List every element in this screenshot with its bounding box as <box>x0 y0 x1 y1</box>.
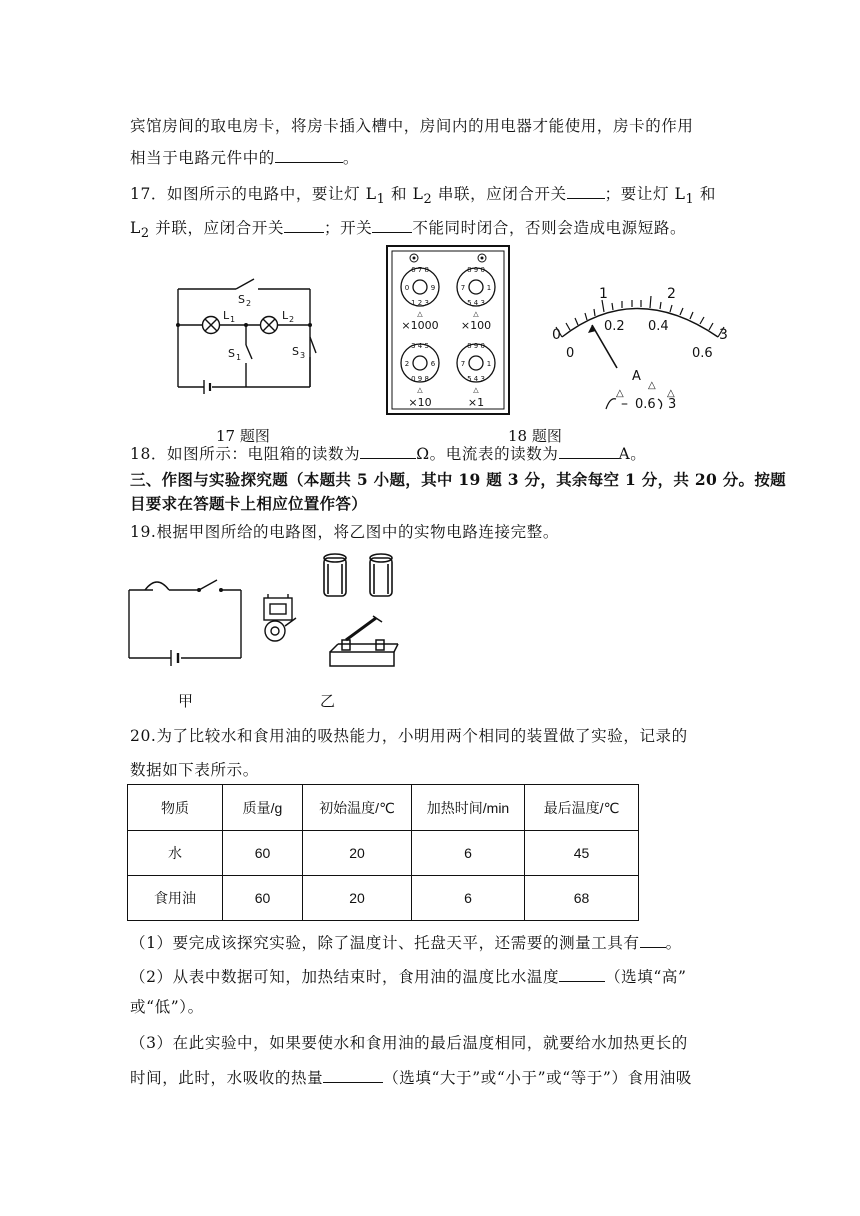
table-header-row <box>128 785 639 831</box>
outer-tick-1: 1 <box>599 286 608 302</box>
multiplier-100: ×100 <box>460 319 492 332</box>
svg-text:8 9 0: 8 9 0 <box>467 266 485 274</box>
part-2-line-2: 或“低”）。 <box>130 998 204 1016</box>
text-line-1: 宾馆房间的取电房卡，将房卡插入槽中，房间内的用电器才能使用，房卡的作用 <box>130 117 694 135</box>
multiplier-10: ×10 <box>408 396 432 409</box>
answer-blank[interactable] <box>559 967 605 982</box>
table-header-cell: 最后温度/℃ <box>525 785 639 831</box>
answer-blank[interactable] <box>275 148 343 163</box>
answer-blank[interactable] <box>323 1068 383 1083</box>
svg-text:△: △ <box>417 386 423 394</box>
text-line-2: 相当于电路元件中的 。 <box>130 149 360 167</box>
svg-text:2: 2 <box>289 315 295 324</box>
table-cell: 6 <box>412 876 525 921</box>
table-cell: 食用油 <box>128 876 223 921</box>
part-2-line-1: （2）从表中数据可知，加热结束时，食用油的温度比水温度 （选填“高” <box>130 968 687 986</box>
figure-19-physical-components <box>258 548 408 678</box>
inner-tick-0.6: 0.6 <box>692 346 713 361</box>
ammeter-scale-ticks <box>556 296 724 337</box>
terminal-negative[interactable]: – <box>621 396 628 412</box>
inner-tick-0.2: 0.2 <box>604 319 625 334</box>
table-cell: 45 <box>525 831 639 876</box>
svg-text:9: 9 <box>430 284 436 292</box>
svg-text:7: 7 <box>460 284 466 292</box>
table-header-cell: 质量/g <box>223 785 303 831</box>
table-cell: 水 <box>128 831 223 876</box>
data-table <box>127 784 639 921</box>
figure-19-label-jia: 甲 <box>178 692 194 710</box>
svg-text:1: 1 <box>230 315 236 324</box>
outer-tick-0: 0 <box>552 327 561 343</box>
label-l2: L <box>282 309 289 322</box>
svg-text:△: △ <box>648 380 656 391</box>
multiplier-1: ×1 <box>467 396 485 409</box>
battery-right <box>370 554 392 596</box>
table-cell: 20 <box>303 876 412 921</box>
figure-18-ammeter <box>540 285 740 415</box>
part-1: （1）要完成该探究实验，除了温度计、托盘天平，还需要的测量工具有 。 <box>130 934 682 952</box>
table-cell: 6 <box>412 831 525 876</box>
figure-17-caption: 17 题图 <box>216 427 270 445</box>
battery-left <box>324 554 346 596</box>
svg-text:8 9 0: 8 9 0 <box>467 342 485 350</box>
svg-text:0 9 8: 0 9 8 <box>411 375 429 383</box>
table-header-cell: 物质 <box>128 785 223 831</box>
figure-17-circuit <box>170 275 320 400</box>
bell-device <box>264 594 296 641</box>
svg-text:1: 1 <box>486 284 492 292</box>
svg-text:5 4 3: 5 4 3 <box>467 299 485 307</box>
part-3-line-2: 时间，此时，水吸收的热量 （选填“大于”或“小于”或“等于”）食用油吸 <box>130 1069 692 1087</box>
table-cell: 20 <box>303 831 412 876</box>
answer-blank[interactable] <box>360 444 416 459</box>
dial-x1000[interactable] <box>401 266 439 307</box>
section-3-heading-line-1: 三、作图与实验探究题（本题共 5 小题，其中 19 题 3 分，其余每空 1 分，共 20 分。按题 <box>130 470 786 489</box>
answer-blank[interactable] <box>372 218 412 233</box>
knife-switch <box>330 616 398 666</box>
table-header-cell: 加热时间/min <box>412 785 525 831</box>
question-20-line-1: 20.为了比较水和食用油的吸热能力，小明用两个相同的装置做了实验，记录的 <box>130 727 688 745</box>
section-3-heading-line-2: 目要求在答题卡上相应位置作答） <box>130 494 368 513</box>
svg-text:6 7 8: 6 7 8 <box>411 266 429 274</box>
question-17-line-1: 17．如图所示的电路中，要让灯 $L_1$ 和 $L_2$ 串联，应闭合开关 ；要让灯 $L_1$ 和 <box>130 185 716 208</box>
inner-tick-0.4: 0.4 <box>648 319 669 334</box>
svg-text:1 2 3: 1 2 3 <box>411 299 429 307</box>
svg-text:△: △ <box>667 388 675 399</box>
multiplier-1000: ×1000 <box>401 319 439 332</box>
inner-tick-0: 0 <box>566 346 575 361</box>
figure-18-resistance-box <box>386 245 510 415</box>
part-3-line-1: （3）在此实验中，如果要使水和食用油的最后温度相同，就要给水加热更长的 <box>130 1034 688 1052</box>
dial-x100[interactable] <box>457 266 495 307</box>
svg-text:2: 2 <box>246 299 252 308</box>
terminal-0.6[interactable]: 0.6 <box>635 397 656 412</box>
svg-text:6: 6 <box>430 360 436 368</box>
label-s2: S <box>238 293 245 306</box>
svg-text:0: 0 <box>404 284 410 292</box>
svg-text:1: 1 <box>236 353 242 362</box>
question-20-line-2: 数据如下表所示。 <box>130 761 259 779</box>
outer-tick-2: 2 <box>667 286 676 302</box>
svg-text:3: 3 <box>300 351 306 360</box>
svg-text:△: △ <box>616 388 624 399</box>
svg-text:△: △ <box>417 310 423 318</box>
svg-text:△: △ <box>473 386 479 394</box>
figure-19-circuit-diagram <box>125 572 250 667</box>
svg-text:5 4 3: 5 4 3 <box>467 375 485 383</box>
question-17-line-2: $L_2$ 并联，应闭合开关 ；开关 不能同时闭合，否则会造成电源短路。 <box>130 219 687 242</box>
ammeter-unit: A <box>632 369 641 384</box>
answer-blank[interactable] <box>567 184 605 199</box>
table-row <box>128 876 639 921</box>
label-l1: L <box>223 309 230 322</box>
question-19: 19.根据甲图所给的电路图，将乙图中的实物电路连接完整。 <box>130 523 559 541</box>
dial-x1[interactable] <box>457 342 495 383</box>
figure-18-caption: 18 题图 <box>508 427 562 445</box>
terminal-3[interactable]: 3 <box>668 397 677 412</box>
table-cell: 60 <box>223 876 303 921</box>
figure-19-label-yi: 乙 <box>320 692 336 710</box>
table-row <box>128 831 639 876</box>
dial-x10[interactable] <box>401 342 439 383</box>
svg-text:7: 7 <box>460 360 466 368</box>
svg-text:1: 1 <box>486 360 492 368</box>
svg-text:3 4 5: 3 4 5 <box>411 342 429 350</box>
table-header-cell: 初始温度/℃ <box>303 785 412 831</box>
table-cell: 68 <box>525 876 639 921</box>
answer-blank[interactable] <box>559 444 619 459</box>
svg-text:2: 2 <box>404 360 410 368</box>
svg-text:△: △ <box>473 310 479 318</box>
label-s1: S <box>228 347 235 360</box>
answer-blank[interactable] <box>640 933 666 948</box>
outer-tick-3: 3 <box>719 327 728 343</box>
question-18: 18．如图所示：电阻箱的读数为 Ω。电流表的读数为 A。 <box>130 445 647 463</box>
answer-blank[interactable] <box>284 218 324 233</box>
label-s3: S <box>292 345 299 358</box>
table-cell: 60 <box>223 831 303 876</box>
